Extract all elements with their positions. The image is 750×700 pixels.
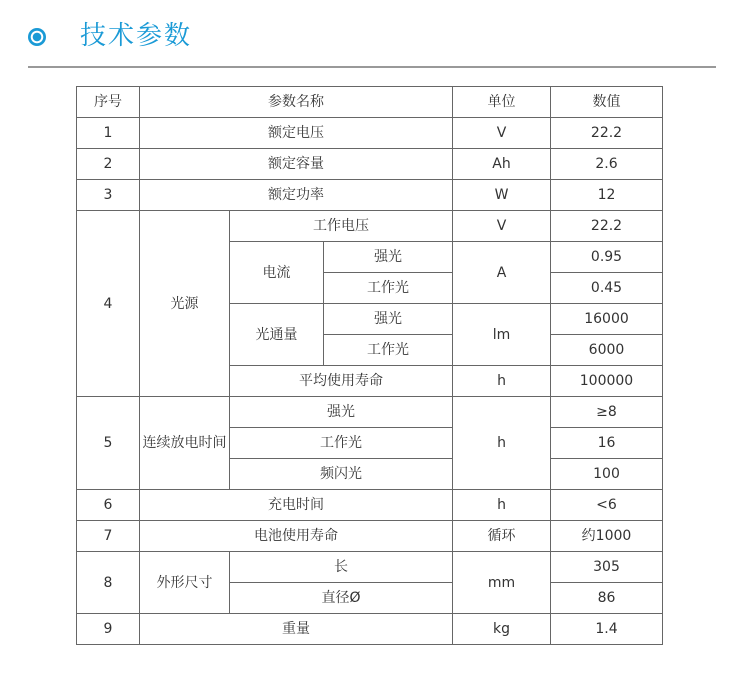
row-value: 约1000 — [551, 521, 663, 552]
table-row — [77, 149, 663, 180]
row-param-name: 电池使用寿命 — [140, 521, 453, 552]
row-seq: 4 — [77, 211, 140, 397]
table-row — [77, 180, 663, 211]
row-value: 100000 — [551, 366, 663, 397]
row-param-name: 重量 — [140, 614, 453, 645]
row-unit: A — [453, 242, 551, 304]
row-param-name: 工作电压 — [230, 211, 453, 242]
row-param-name: 直径Ø — [230, 583, 453, 614]
row-unit: h — [453, 397, 551, 490]
row-subgroup-name: 电流 — [230, 242, 324, 304]
row-value: 6000 — [551, 335, 663, 366]
row-unit: 循环 — [453, 521, 551, 552]
row-value: 0.45 — [551, 273, 663, 304]
row-param-name: 额定电压 — [140, 118, 453, 149]
table-row — [77, 614, 663, 645]
row-param-name: 强光 — [230, 397, 453, 428]
row-value: 1.4 — [551, 614, 663, 645]
row-param-name: 额定功率 — [140, 180, 453, 211]
table-header-row — [77, 87, 663, 118]
row-param-name: 强光 — [324, 304, 453, 335]
row-value: ≥8 — [551, 397, 663, 428]
row-value: 12 — [551, 180, 663, 211]
row-value: 86 — [551, 583, 663, 614]
row-unit: V — [453, 211, 551, 242]
row-param-name: 强光 — [324, 242, 453, 273]
table-row — [77, 118, 663, 149]
row-value: 305 — [551, 552, 663, 583]
row-unit: h — [453, 366, 551, 397]
header-param-name: 参数名称 — [140, 87, 453, 118]
row-group-name: 连续放电时间 — [140, 397, 230, 490]
row-value: <6 — [551, 490, 663, 521]
header-seq: 序号 — [77, 87, 140, 118]
header-unit: 单位 — [453, 87, 551, 118]
row-param-name: 长 — [230, 552, 453, 583]
table-row — [77, 490, 663, 521]
row-value: 100 — [551, 459, 663, 490]
section-header — [0, 0, 750, 70]
table-row — [77, 552, 663, 583]
circle-bullet-icon — [28, 28, 46, 46]
row-value: 16 — [551, 428, 663, 459]
row-seq: 7 — [77, 521, 140, 552]
row-seq: 1 — [77, 118, 140, 149]
row-param-name: 充电时间 — [140, 490, 453, 521]
row-unit: kg — [453, 614, 551, 645]
table-row — [77, 211, 663, 242]
row-seq: 6 — [77, 490, 140, 521]
row-unit: mm — [453, 552, 551, 614]
row-param-name: 工作光 — [324, 273, 453, 304]
row-unit: lm — [453, 304, 551, 366]
row-value: 22.2 — [551, 211, 663, 242]
table-row — [77, 521, 663, 552]
row-unit: h — [453, 490, 551, 521]
row-param-name: 频闪光 — [230, 459, 453, 490]
row-value: 2.6 — [551, 149, 663, 180]
row-param-name: 工作光 — [230, 428, 453, 459]
row-unit: W — [453, 180, 551, 211]
row-param-name: 平均使用寿命 — [230, 366, 453, 397]
row-value: 22.2 — [551, 118, 663, 149]
row-seq: 3 — [77, 180, 140, 211]
table-row — [77, 397, 663, 428]
header-value: 数值 — [551, 87, 663, 118]
row-seq: 2 — [77, 149, 140, 180]
row-seq: 8 — [77, 552, 140, 614]
row-seq: 9 — [77, 614, 140, 645]
spec-table — [76, 86, 663, 645]
header-divider — [28, 66, 716, 68]
row-value: 16000 — [551, 304, 663, 335]
row-group-name: 外形尺寸 — [140, 552, 230, 614]
row-unit: V — [453, 118, 551, 149]
row-param-name: 额定容量 — [140, 149, 453, 180]
section-title: 技术参数 — [80, 21, 193, 51]
row-seq: 5 — [77, 397, 140, 490]
row-value: 0.95 — [551, 242, 663, 273]
row-unit: Ah — [453, 149, 551, 180]
row-group-name: 光源 — [140, 211, 230, 397]
row-param-name: 工作光 — [324, 335, 453, 366]
row-subgroup-name: 光通量 — [230, 304, 324, 366]
